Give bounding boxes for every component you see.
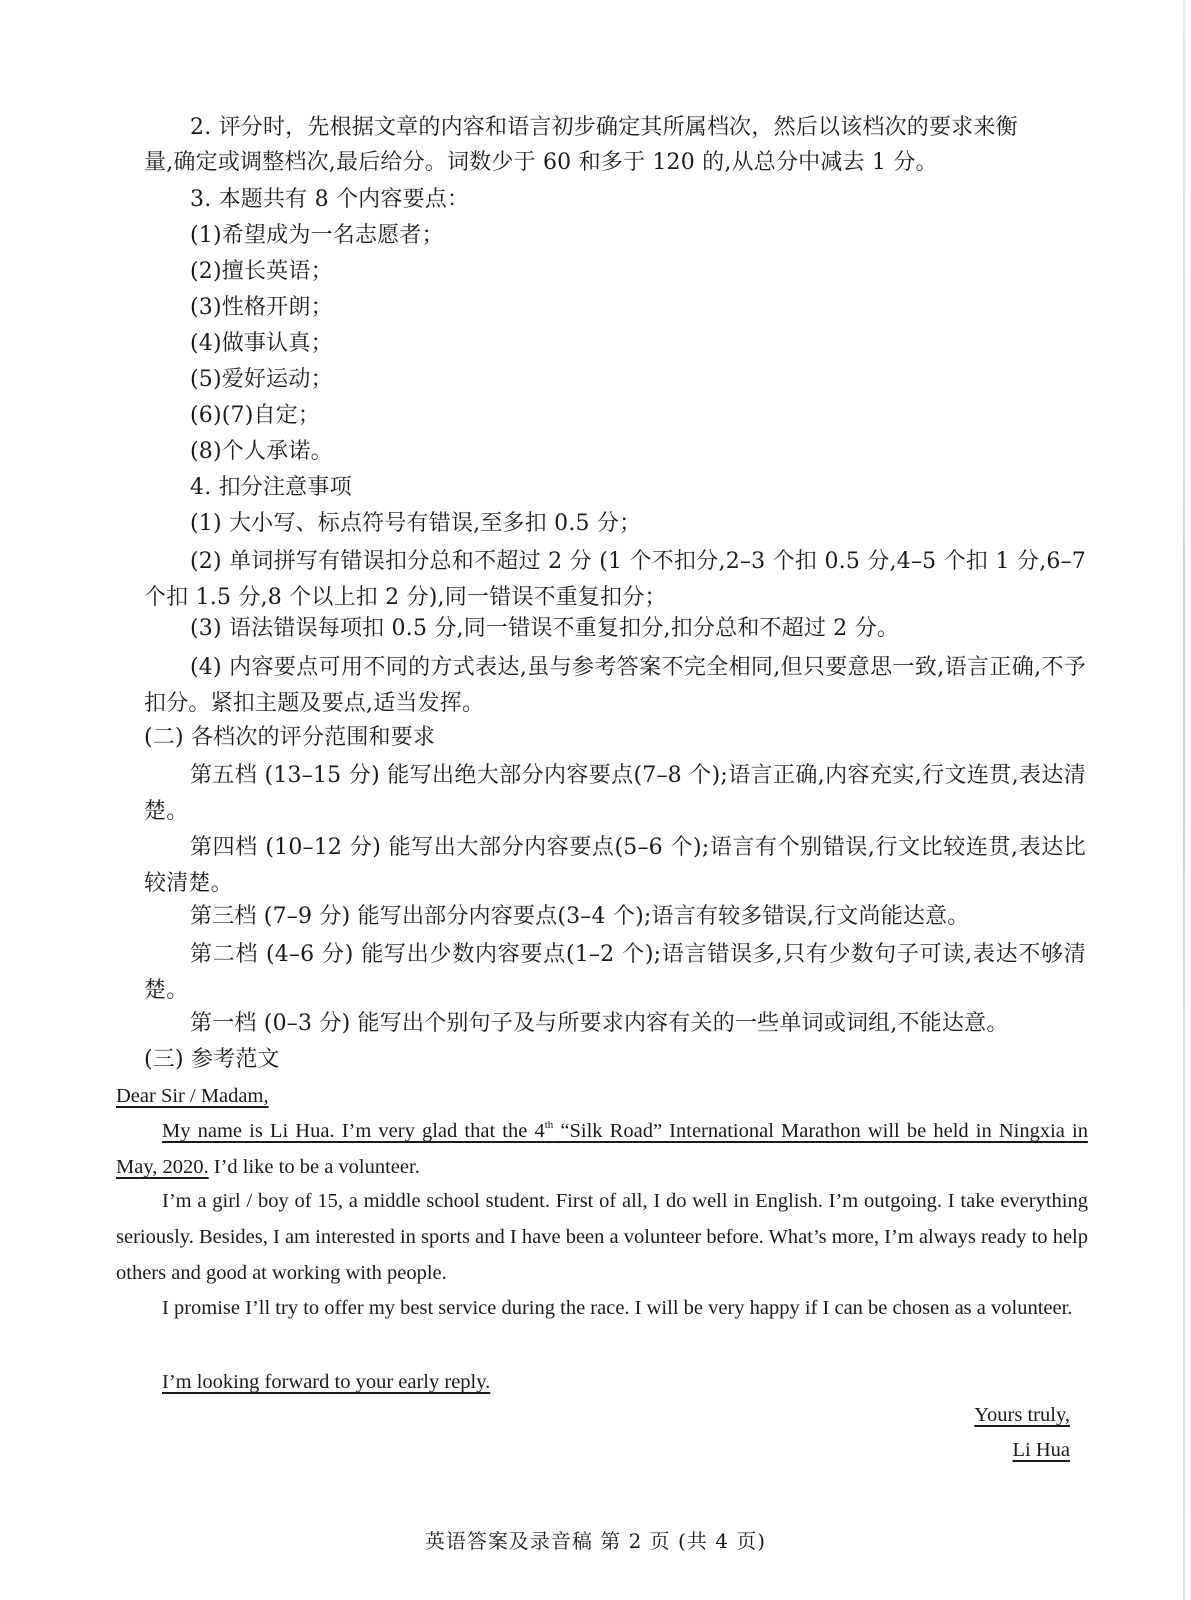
deduction-2: (2) 单词拼写有错误扣分总和不超过 2 分 (1 个不扣分,2–3 个扣 0.5 分,4–5 个扣 1 分,6–7 个扣 1.5 分,8 个以上扣 2 分),同一错误不重复扣分； [144, 549, 1086, 610]
deduction-3: (3) 语法错误每项扣 0.5 分,同一错误不重复扣分,扣分总和不超过 2 分。 [190, 616, 900, 641]
letter-paragraph-2: I’m a girl / boy of 15, a middle school student. First of all, I do well in English. I’m outgoing. I take everything seriously. Besides, I am interested in sports and I have been a volunteer before. What’s more, I’m always ready to help others and good at working with people. [116, 1190, 1088, 1284]
letter-paragraph-4: I’m looking forward to your early reply. [162, 1371, 491, 1393]
letter-paragraph-1: My name is Li Hua. I’m very glad that the 4th “Silk Road” International Marathon will be held in Ningxia in May, 2020. I’d like to be a volunteer. [116, 1119, 1088, 1178]
letter-closing: Yours truly, [974, 1404, 1070, 1426]
content-point-4: (4)做事认真； [190, 331, 333, 356]
level-5: 第五档 (13–15 分) 能写出绝大部分内容要点(7–8 个);语言正确,内容充实,行文连贯,表达清楚。 [144, 763, 1086, 824]
scoring-rule-4: 4. 扣分注意事项 [190, 475, 352, 500]
level-4: 第四档 (10–12 分) 能写出大部分内容要点(5–6 个);语言有个别错误,行文比较连贯,表达比较清楚。 [144, 835, 1086, 896]
deduction-4: (4) 内容要点可用不同的方式表达,虽与参考答案不完全相同,但只要意思一致,语言正确,不予扣分。紧扣主题及要点,适当发挥。 [144, 655, 1086, 716]
level-1: 第一档 (0–3 分) 能写出个别句子及与所要求内容有关的一些单词或词组,不能达意。 [190, 1011, 1009, 1036]
scoring-rule-2-line1: 2. 评分时，先根据文章的内容和语言初步确定其所属档次，然后以该档次的要求来衡 [190, 115, 1018, 140]
content-point-8: (8)个人承诺。 [190, 439, 333, 464]
letter-signature: Li Hua [1012, 1439, 1070, 1461]
page-footer: 英语答案及录音稿 第 2 页 (共 4 页) [424, 1529, 767, 1553]
scoring-rule-3: 3. 本题共有 8 个内容要点： [190, 187, 470, 212]
content-point-1: (1)希望成为一名志愿者； [190, 223, 444, 248]
scan-edge [1183, 0, 1185, 1600]
content-point-3: (3)性格开朗； [190, 295, 333, 320]
content-point-2: (2)擅长英语； [190, 259, 333, 284]
level-2: 第二档 (4–6 分) 能写出少数内容要点(1–2 个);语言错误多,只有少数句子可读,表达不够清楚。 [144, 942, 1086, 1003]
letter-paragraph-3: I promise I’ll try to offer my best service during the race. I will be very happy if I can be chosen as a volunteer. [162, 1297, 1073, 1319]
letter-greeting: Dear Sir / Madam, [116, 1085, 269, 1107]
sample-heading: (三) 参考范文 [144, 1047, 280, 1072]
letter-intro-underlined: My name is Li Hua. I’m very glad that the 4th “Silk Road” International Marathon will be held in Ningxia in May, 2020. [116, 1119, 1088, 1178]
deduction-1: (1) 大小写、标点符号有错误,至多扣 0.5 分； [190, 511, 642, 536]
content-point-6-7: (6)(7)自定； [190, 403, 321, 428]
scoring-rule-2-line2: 量,确定或调整档次,最后给分。词数少于 60 和多于 120 的,从总分中减去 1 分。 [144, 150, 938, 175]
level-3: 第三档 (7–9 分) 能写出部分内容要点(3–4 个);语言有较多错误,行文尚能达意。 [190, 904, 970, 929]
content-point-5: (5)爱好运动； [190, 367, 333, 392]
levels-heading: (二) 各档次的评分范围和要求 [144, 725, 436, 750]
